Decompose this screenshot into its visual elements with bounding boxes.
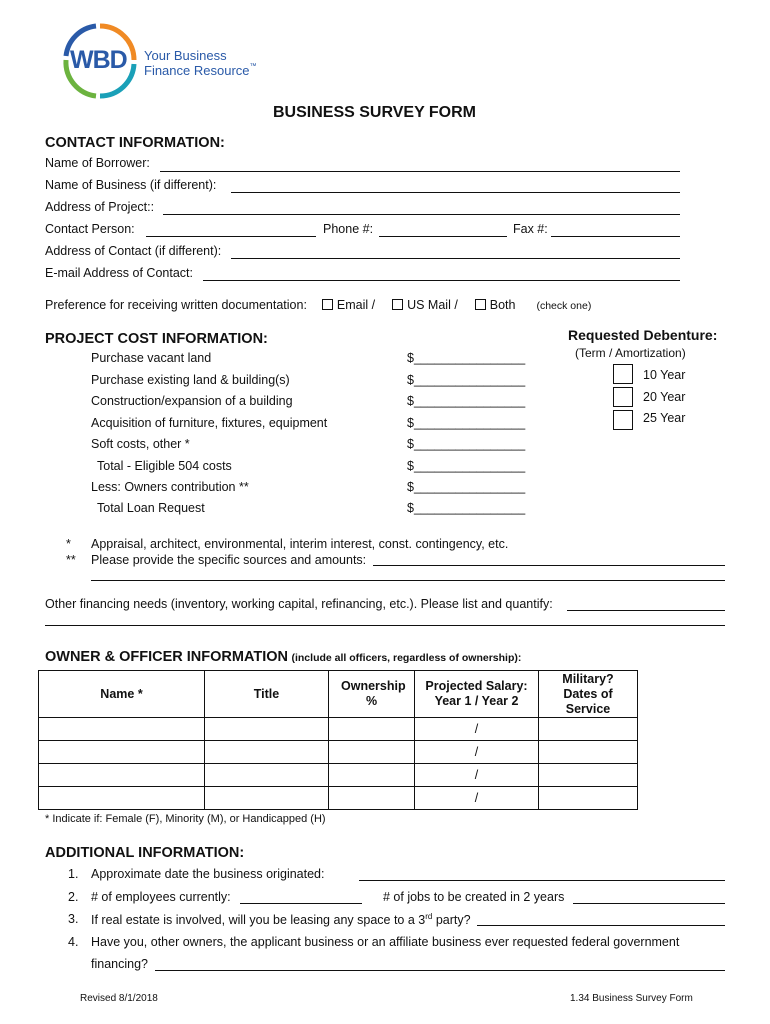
cost-item-label: Purchase vacant land <box>91 351 212 365</box>
salary-cell[interactable]: / <box>415 718 539 741</box>
cost-amount-field[interactable]: $________________ <box>407 480 526 494</box>
fax-label: Fax #: <box>513 222 548 236</box>
col-ownership: Ownership % <box>329 671 415 718</box>
logo <box>60 20 260 102</box>
term-10-label: 10 Year <box>643 368 686 382</box>
military-cell[interactable] <box>539 741 638 764</box>
usmail-checkbox[interactable] <box>392 299 403 310</box>
debenture-subheading: (Term / Amortization) <box>575 346 686 360</box>
email-label: E-mail Address of Contact: <box>45 266 193 280</box>
table-row <box>39 764 638 787</box>
email-checkbox[interactable] <box>322 299 333 310</box>
page-title: BUSINESS SURVEY FORM <box>273 104 477 121</box>
col-title: Title <box>205 671 329 718</box>
cost-amount-field[interactable]: $________________ <box>407 437 526 451</box>
q2-jobs-field[interactable] <box>573 903 725 904</box>
cost-amount-field[interactable]: $________________ <box>407 416 526 430</box>
check-one-note: (check one) <box>536 300 592 312</box>
contact-address-field[interactable] <box>231 258 680 259</box>
table-row <box>39 718 638 741</box>
cost-item-label: Less: Owners contribution ** <box>91 480 249 494</box>
owners-table-header <box>39 671 638 718</box>
contact-person-field[interactable] <box>146 236 316 237</box>
q3-label: If real estate is involved, will you be leasing any space to a 3rd party? <box>91 912 471 928</box>
cost-item-label: Total - Eligible 504 costs <box>97 459 232 473</box>
q2-jobs-label: # of jobs to be created in 2 years <box>383 890 565 904</box>
both-checkbox[interactable] <box>475 299 486 310</box>
owners-footnote: * Indicate if: Female (F), Minority (M), or Handicapped (H) <box>45 813 326 825</box>
note1-text: Appraisal, architect, environmental, interim interest, const. contingency, etc. <box>91 537 509 551</box>
other-financing-field-2[interactable] <box>45 625 725 626</box>
cost-amount-field[interactable]: $________________ <box>407 351 526 365</box>
title-cell[interactable] <box>205 787 329 810</box>
table-row <box>39 787 638 810</box>
preference-label: Preference for receiving written documentation: <box>45 298 307 312</box>
col-military: Military? Dates of Service <box>539 671 638 718</box>
sources-field[interactable] <box>373 565 725 566</box>
q4-label-cont: financing? <box>91 957 148 971</box>
logo-line2: Finance Resource™ <box>144 63 257 78</box>
ownership-cell[interactable] <box>329 718 415 741</box>
other-financing-label: Other financing needs (inventory, working capital, refinancing, etc.). Please list and quantify: <box>45 597 553 611</box>
sources-field-2[interactable] <box>91 580 725 581</box>
military-cell[interactable] <box>539 764 638 787</box>
col-salary: Projected Salary: Year 1 / Year 2 <box>415 671 539 718</box>
salary-cell[interactable]: / <box>415 764 539 787</box>
ownership-cell[interactable] <box>329 787 415 810</box>
note2-text: Please provide the specific sources and amounts: <box>91 553 367 567</box>
ownership-cell[interactable] <box>329 741 415 764</box>
term-25-checkbox[interactable] <box>613 410 633 430</box>
usmail-option-label: US Mail / <box>407 298 458 312</box>
cost-item-label: Purchase existing land & building(s) <box>91 373 290 387</box>
footer-form-id: 1.34 Business Survey Form <box>570 993 693 1004</box>
ownership-cell[interactable] <box>329 764 415 787</box>
q3-number: 3. <box>68 912 79 926</box>
salary-cell[interactable]: / <box>415 787 539 810</box>
contact-address-label: Address of Contact (if different): <box>45 244 222 258</box>
term-25-label: 25 Year <box>643 411 686 425</box>
cost-amount-field[interactable]: $________________ <box>407 501 526 515</box>
cost-item-label: Construction/expansion of a building <box>91 394 293 408</box>
term-10-checkbox[interactable] <box>613 364 633 384</box>
q1-label: Approximate date the business originated: <box>91 867 325 881</box>
other-financing-field[interactable] <box>567 610 725 611</box>
title-cell[interactable] <box>205 718 329 741</box>
footer-revision: Revised 8/1/2018 <box>80 993 158 1004</box>
cost-amount-field[interactable]: $________________ <box>407 459 526 473</box>
phone-field[interactable] <box>379 236 507 237</box>
contact-heading: CONTACT INFORMATION: <box>45 135 225 151</box>
note1-mark: * <box>66 537 71 551</box>
col-name: Name * <box>39 671 205 718</box>
q2-employees-field[interactable] <box>240 903 362 904</box>
email-option-label: Email / <box>336 298 376 312</box>
cost-amount-field[interactable]: $________________ <box>407 373 526 387</box>
name-cell[interactable] <box>39 787 205 810</box>
title-cell[interactable] <box>205 764 329 787</box>
q3-field[interactable] <box>477 925 725 926</box>
debenture-heading: Requested Debenture: <box>568 327 718 343</box>
cost-item-label: Soft costs, other * <box>91 437 190 451</box>
business-label: Name of Business (if different): <box>45 178 217 192</box>
borrower-label: Name of Borrower: <box>45 156 150 170</box>
name-cell[interactable] <box>39 741 205 764</box>
name-cell[interactable] <box>39 718 205 741</box>
military-cell[interactable] <box>539 718 638 741</box>
military-cell[interactable] <box>539 787 638 810</box>
email-field[interactable] <box>203 280 680 281</box>
term-20-checkbox[interactable] <box>613 387 633 407</box>
term-20-label: 20 Year <box>643 390 686 404</box>
project-cost-heading: PROJECT COST INFORMATION: <box>45 331 268 347</box>
fax-field[interactable] <box>551 236 680 237</box>
name-cell[interactable] <box>39 764 205 787</box>
cost-amount-field[interactable]: $________________ <box>407 394 526 408</box>
logo-mark: WBD <box>70 46 127 74</box>
business-field[interactable] <box>231 192 680 193</box>
logo-line1: Your Business <box>144 48 227 63</box>
q1-field[interactable] <box>359 880 725 881</box>
title-cell[interactable] <box>205 741 329 764</box>
q4-number: 4. <box>68 935 79 949</box>
q2-number: 2. <box>68 890 79 904</box>
q2-label: # of employees currently: <box>91 890 231 904</box>
additional-heading: ADDITIONAL INFORMATION: <box>45 845 245 861</box>
salary-cell[interactable]: / <box>415 741 539 764</box>
phone-label: Phone #: <box>323 222 374 236</box>
project-address-field[interactable] <box>163 214 680 215</box>
q4-field[interactable] <box>155 970 725 971</box>
q4-label: Have you, other owners, the applicant business or an affiliate business ever requested federal government <box>91 935 680 949</box>
table-row <box>39 741 638 764</box>
preference-row <box>45 298 591 312</box>
cost-item-label: Total Loan Request <box>97 501 205 515</box>
project-address-label: Address of Project:: <box>45 200 155 214</box>
owners-table <box>38 670 638 810</box>
both-option-label: Both <box>489 298 516 312</box>
owners-heading: OWNER & OFFICER INFORMATION (include all officers, regardless of ownership): <box>45 649 522 665</box>
contact-person-label: Contact Person: <box>45 222 135 236</box>
q1-number: 1. <box>68 867 79 881</box>
cost-item-label: Acquisition of furniture, fixtures, equipment <box>91 416 328 430</box>
note2-mark: ** <box>66 553 76 567</box>
borrower-field[interactable] <box>160 171 680 172</box>
